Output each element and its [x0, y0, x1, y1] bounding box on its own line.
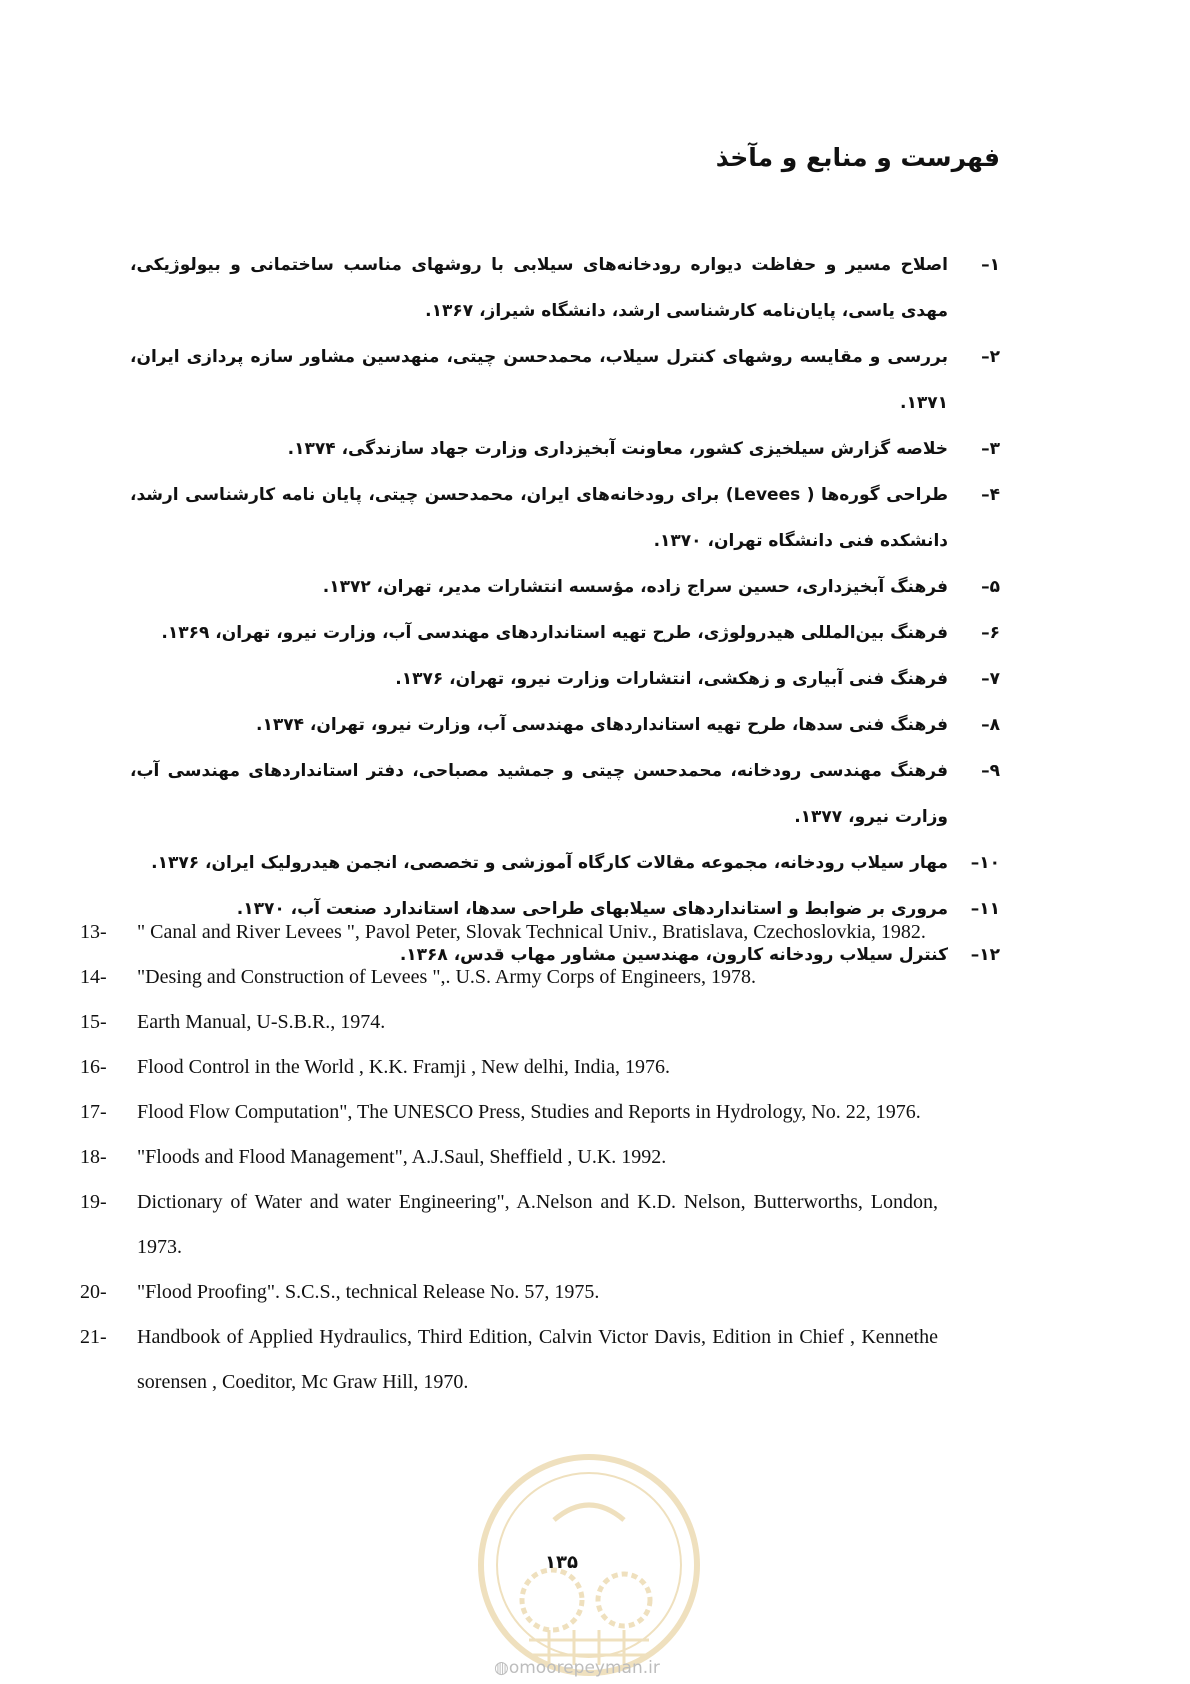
reference-item: [130, 840, 1000, 886]
reference-text: "Flood Proofing". S.C.S., technical Release No. 57, 1975.: [137, 1281, 600, 1303]
reference-item: [80, 1090, 938, 1135]
reference-item: [80, 1180, 938, 1270]
reference-text: اصلاح مسیر و حفاظت دیواره رودخانه‌های سیلابی با روشهای مناسب ساختمانی و بیولوژیکی، مهدی یاسی، پایان‌نامه کارشناسی ارشد، دانشگاه شیراز، ۱۳۶۷.: [130, 255, 948, 321]
reference-number: 18-: [80, 1146, 107, 1168]
reference-item: [80, 1135, 938, 1180]
reference-text: "Floods and Flood Management", A.J.Saul, Sheffield , U.K. 1992.: [137, 1146, 667, 1168]
reference-number: 19-: [80, 1191, 107, 1213]
reference-item: [80, 1000, 938, 1045]
persian-reference-list: [130, 242, 1000, 978]
page-number: ۱۳۵: [545, 1552, 578, 1573]
reference-item: [80, 1270, 938, 1315]
reference-number: 21-: [80, 1326, 107, 1348]
reference-number: ۲–: [981, 347, 1000, 367]
reference-number: ۵–: [981, 577, 1000, 597]
reference-item: [130, 702, 1000, 748]
reference-item: [130, 426, 1000, 472]
reference-item: [130, 564, 1000, 610]
reference-number: 20-: [80, 1281, 107, 1303]
watermark-text: [494, 1658, 660, 1678]
reference-number: 16-: [80, 1056, 107, 1078]
reference-number: 13-: [80, 921, 107, 943]
reference-item: [130, 242, 1000, 334]
reference-number: ۳–: [981, 439, 1000, 459]
reference-number: ۹–: [981, 761, 1000, 781]
english-reference-list: [80, 910, 938, 1405]
reference-item: [80, 910, 938, 955]
reference-number: ۱–: [981, 255, 1000, 275]
reference-number: ۶–: [981, 623, 1000, 643]
reference-text: مروری بر ضوابط و استانداردهای سیلابهای طراحی سدها، استاندارد صنعت آب، ۱۳۷۰.: [236, 899, 948, 919]
reference-text: Earth Manual, U-S.B.R., 1974.: [137, 1011, 386, 1033]
reference-text: فرهنگ مهندسی رودخانه، محمدحسن چیتی و جمشید مصباحی، دفتر استانداردهای مهندسی آب، وزارت نیرو، ۱۳۷۷.: [130, 761, 948, 827]
reference-item: [80, 955, 938, 1000]
reference-number: ۴–: [981, 485, 1000, 505]
reference-text: Flood Flow Computation", The UNESCO Press, Studies and Reports in Hydrology, No. 22, 1976.: [137, 1101, 921, 1123]
reference-item: [130, 656, 1000, 702]
reference-text: فرهنگ آبخیزداری، حسین سراج زاده، مؤسسه انتشارات مدیر، تهران، ۱۳۷۲.: [322, 577, 948, 597]
reference-number: 17-: [80, 1101, 107, 1123]
reference-text: فرهنگ فنی سدها، طرح تهیه استانداردهای مهندسی آب، وزارت نیرو، تهران، ۱۳۷۴.: [256, 715, 948, 735]
watermark-seal-icon: [474, 1450, 704, 1680]
reference-number: ۱۰–: [970, 853, 1000, 873]
reference-number: 15-: [80, 1011, 107, 1033]
reference-item: [130, 610, 1000, 656]
reference-number: ۸–: [981, 715, 1000, 735]
reference-item: [130, 334, 1000, 426]
reference-number: ۱۱–: [970, 899, 1000, 919]
reference-text: بررسی و مقایسه روشهای کنترل سیلاب، محمدحسن چیتی، منهدسین مشاور سازه پردازی ایران، ۱۳۷۱.: [130, 347, 948, 413]
reference-text: Dictionary of Water and water Engineering", A.Nelson and K.D. Nelson, Butterworths, London, 1973.: [137, 1191, 938, 1258]
reference-item: [130, 748, 1000, 840]
reference-text: خلاصه گزارش سیلخیزی کشور، معاونت آبخیزداری وزارت جهاد سازندگی، ۱۳۷۴.: [287, 439, 948, 459]
reference-number: ۱۲–: [970, 945, 1000, 965]
reference-item: [130, 472, 1000, 564]
reference-text: Handbook of Applied Hydraulics, Third Edition, Calvin Victor Davis, Edition in Chief , Kennethe sorensen , Coeditor, Mc Graw Hill, 1970.: [137, 1326, 938, 1393]
page-title: فهرست و منابع و مآخذ: [715, 143, 1000, 172]
reference-text: " Canal and River Levees ", Pavol Peter, Slovak Technical Univ., Bratislava, Czechoslovkia, 1982.: [137, 921, 926, 943]
reference-text: Flood Control in the World , K.K. Framji , New delhi, India, 1976.: [137, 1056, 670, 1078]
reference-text: کنترل سیلاب رودخانه کارون، مهندسین مشاور مهاب قدس، ۱۳۶۸.: [399, 945, 948, 965]
globe-icon: ◍: [494, 1658, 509, 1678]
reference-text: طراحی گوره‌ها ( Levees) برای رودخانه‌های ایران، محمدحسن چیتی، پایان نامه کارشناسی ارشد، دانشکده فنی دانشگاه تهران، ۱۳۷۰.: [130, 485, 948, 551]
reference-item: [80, 1045, 938, 1090]
reference-text: "Desing and Construction of Levees ",. U.S. Army Corps of Engineers, 1978.: [137, 966, 757, 988]
reference-number: ۷–: [981, 669, 1000, 689]
reference-text: مهار سیلاب رودخانه، مجموعه مقالات کارگاه آموزشی و تخصصی، انجمن هیدرولیک ایران، ۱۳۷۶.: [151, 853, 948, 873]
reference-number: 14-: [80, 966, 107, 988]
reference-item: [80, 1315, 938, 1405]
reference-text: فرهنگ بین‌المللی هیدرولوژی، طرح تهیه استانداردهای مهندسی آب، وزارت نیرو، تهران، ۱۳۶۹.: [161, 623, 948, 643]
watermark-url: omoorepeyman.ir: [508, 1658, 660, 1678]
reference-text: فرهنگ فنی آبیاری و زهکشی، انتشارات وزارت نیرو، تهران، ۱۳۷۶.: [395, 669, 948, 689]
